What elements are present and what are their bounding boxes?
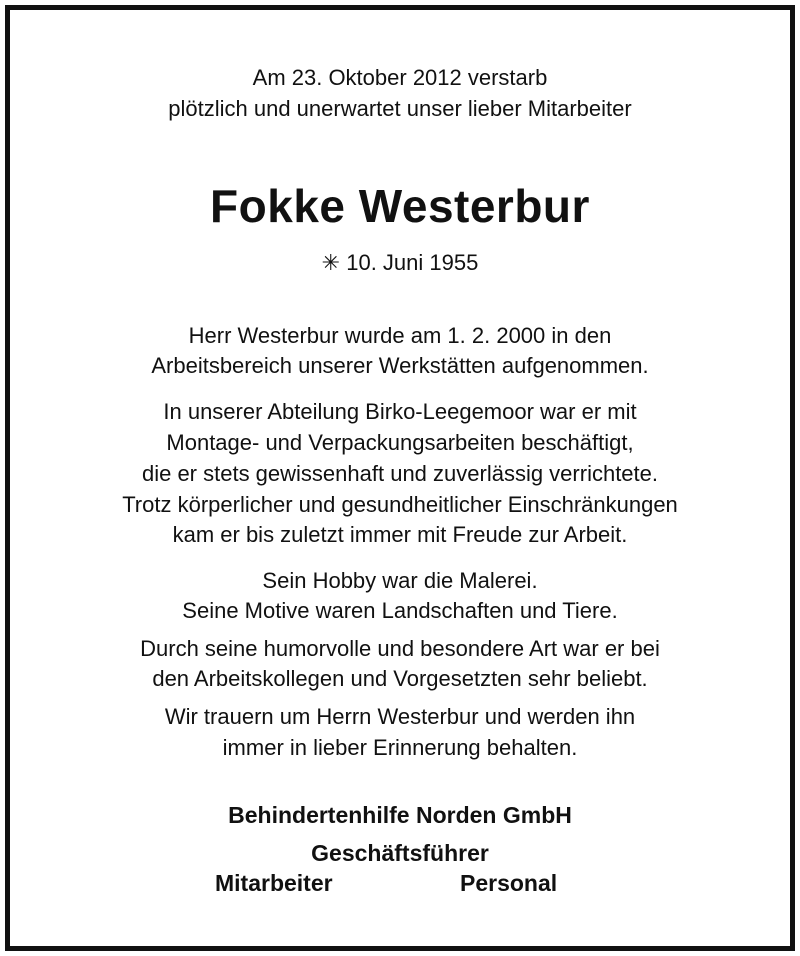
- paragraph-2-line-2: Montage- und Verpackungsarbeiten beschäftigt,: [166, 430, 634, 455]
- obituary-notice: [5, 5, 795, 951]
- paragraph-5-line-2: immer in lieber Erinnerung behalten.: [222, 735, 578, 760]
- signature-management: Geschäftsführer: [311, 840, 489, 866]
- intro-line-1: Am 23. Oktober 2012 verstarb: [252, 65, 548, 90]
- intro-line-2: plötzlich und unerwartet unser lieber Mitarbeiter: [168, 96, 632, 121]
- birth-date: ✳ 10. Juni 1955: [321, 250, 479, 275]
- signature-staff: Mitarbeiter: [215, 870, 333, 896]
- paragraph-3-line-1: Sein Hobby war die Malerei.: [262, 568, 538, 593]
- paragraph-2-line-4: Trotz körperlicher und gesundheitlicher Einschränkungen: [122, 492, 678, 517]
- paragraph-2-line-1: In unserer Abteilung Birko-Leegemoor war er mit: [163, 399, 637, 424]
- paragraph-1-line-2: Arbeitsbereich unserer Werkstätten aufgenommen.: [151, 353, 649, 378]
- paragraph-4-line-1: Durch seine humorvolle und besondere Art war er bei: [140, 636, 660, 661]
- signature-row: [10, 870, 790, 900]
- paragraph-1-line-1: Herr Westerbur wurde am 1. 2. 2000 in den: [188, 323, 612, 348]
- deceased-name: Fokke Westerbur: [210, 180, 590, 232]
- signature-personnel: Personal: [460, 870, 558, 896]
- signature-organization: Behindertenhilfe Norden GmbH: [228, 802, 572, 828]
- paragraph-3-line-2: Seine Motive waren Landschaften und Tiere.: [182, 598, 618, 623]
- paragraph-5-line-1: Wir trauern um Herrn Westerbur und werden ihn: [164, 704, 636, 729]
- paragraph-2-line-5: kam er bis zuletzt immer mit Freude zur Arbeit.: [172, 522, 628, 547]
- paragraph-4-line-2: den Arbeitskollegen und Vorgesetzten sehr beliebt.: [152, 666, 648, 691]
- paragraph-2-line-3: die er stets gewissenhaft und zuverlässig verrichtete.: [141, 461, 659, 486]
